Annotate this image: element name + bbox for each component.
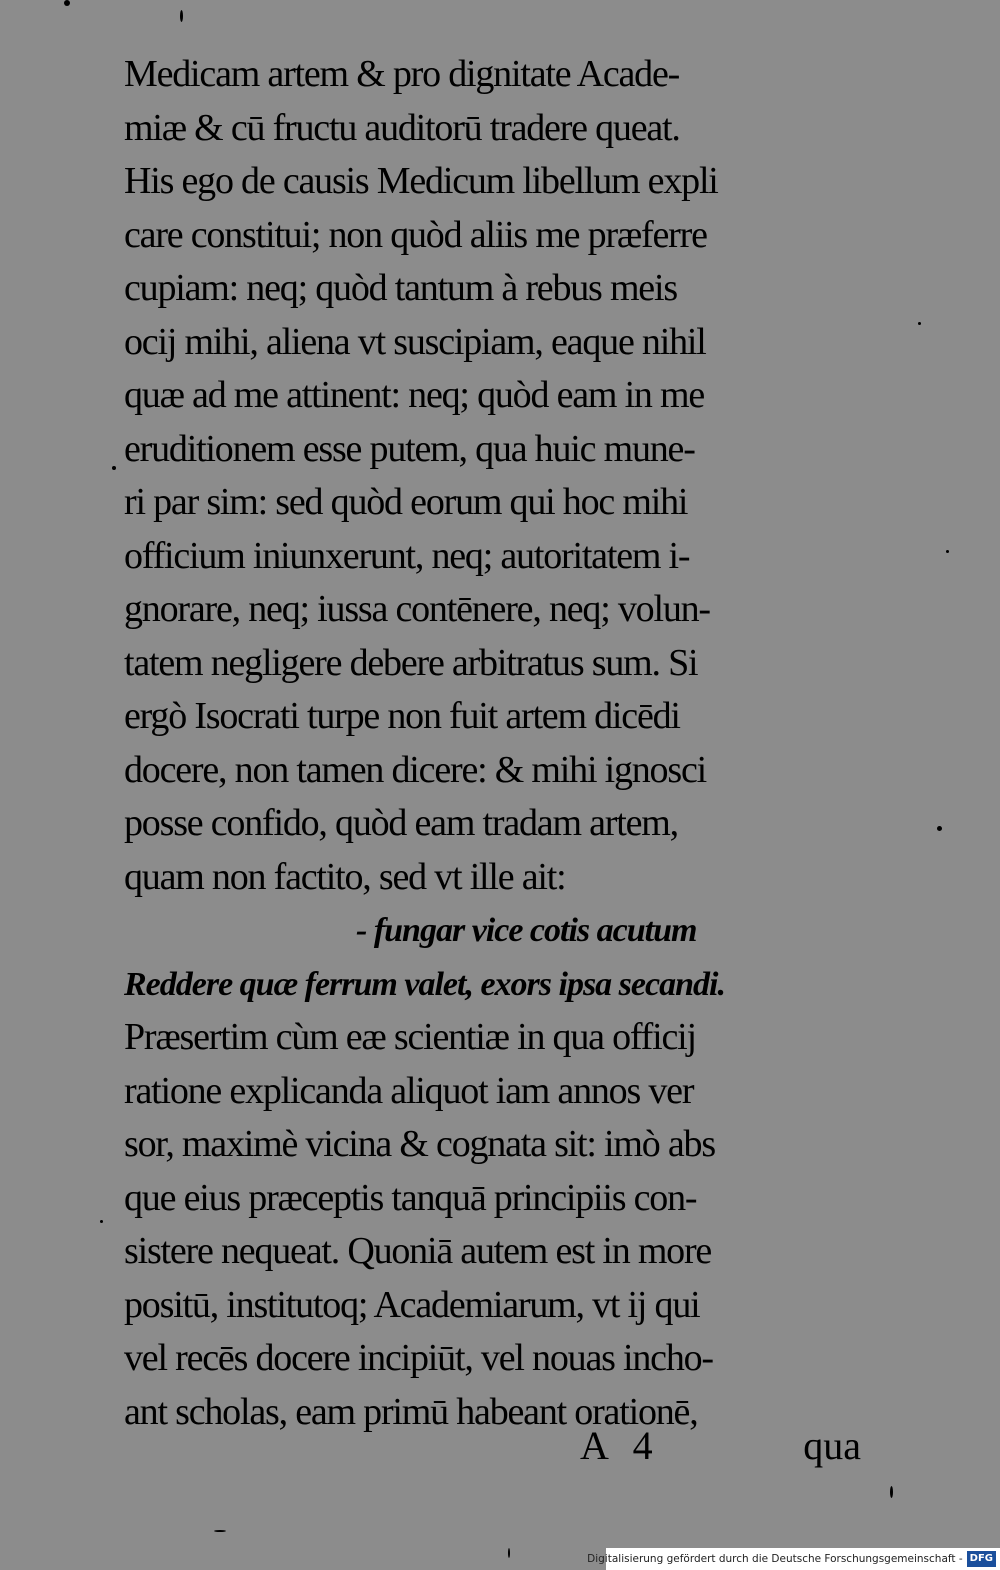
text-line: cupiam: neq; quòd tantum à rebus meis bbox=[124, 267, 677, 309]
text-line: miæ & cū fructu auditorū tradere queat. bbox=[124, 106, 680, 149]
text-line: Præsertim cùm eæ scientiæ in qua officij bbox=[124, 1016, 696, 1058]
scan-speck bbox=[918, 322, 921, 325]
text-line: His ego de causis Medicum libellum expli bbox=[124, 160, 718, 202]
catchword: qua bbox=[803, 1423, 861, 1468]
text-line: docere, non tamen dicere: & mihi ignosci bbox=[124, 748, 706, 791]
text-line: Medicam artem & pro dignitate Acade- bbox=[124, 53, 680, 95]
text-line: officium iniunxerunt, neq; autoritatem i- bbox=[124, 534, 690, 577]
credit-text: Digitalisierung gefördert durch die Deutsche Forschungsgemeinschaft - bbox=[587, 1553, 963, 1565]
scan-speck bbox=[890, 1486, 893, 1498]
text-line: que eius præceptis tanquā principiis con- bbox=[124, 1176, 697, 1219]
scan-speck bbox=[508, 1548, 510, 1558]
verse-line: Reddere quæ ferrum valet, exors ipsa secandi. bbox=[124, 965, 725, 1003]
digitization-credit bbox=[587, 1548, 1000, 1570]
scan-speck bbox=[180, 10, 183, 22]
scan-speck bbox=[946, 550, 949, 553]
verse-line: - fungar vice cotis acutum bbox=[356, 912, 697, 949]
scan-speck bbox=[64, 0, 70, 6]
text-line: gnorare, neq; iussa contēnere, neq; volun- bbox=[124, 588, 710, 630]
scan-speck bbox=[937, 826, 942, 831]
text-line: care constitui; non quòd aliis me præferre bbox=[124, 213, 707, 256]
text-line: ocij mihi, aliena vt suscipiam, eaque nihil bbox=[124, 320, 706, 363]
scan-speck bbox=[100, 1220, 103, 1223]
text-line: eruditionem esse putem, qua huic mune- bbox=[124, 427, 695, 470]
text-line: quæ ad me attinent: neq; quòd eam in me bbox=[124, 374, 705, 416]
dfg-logo-icon: DFG bbox=[967, 1551, 996, 1567]
text-line: tatem negligere debere arbitratus sum. Si bbox=[124, 641, 698, 684]
body-text bbox=[124, 48, 869, 1439]
text-line: sistere nequeat. Quoniā autem est in more bbox=[124, 1230, 712, 1272]
text-line: quam non factito, sed vt ille ait: bbox=[124, 855, 566, 898]
scan-speck bbox=[214, 1530, 226, 1532]
text-line: ergò Isocrati turpe non fuit artem dicēdi bbox=[124, 695, 680, 737]
text-line: ant scholas, eam primū habeant orationē, bbox=[124, 1390, 698, 1433]
page-footer bbox=[124, 1418, 869, 1478]
scan-speck bbox=[112, 466, 116, 470]
text-line: vel recēs docere incipiūt, vel nouas incho- bbox=[124, 1337, 713, 1379]
text-line: posse confido, quòd eam tradam artem, bbox=[124, 802, 678, 844]
text-line: ri par sim: sed quòd eorum qui hoc mihi bbox=[124, 481, 688, 523]
signature-mark: A 4 bbox=[580, 1423, 661, 1468]
text-line: sor, maximè vicina & cognata sit: imò abs bbox=[124, 1123, 715, 1165]
text-line: positū, institutoq; Academiarum, vt ij qui bbox=[124, 1283, 700, 1326]
text-line: ratione explicanda aliquot iam annos ver bbox=[124, 1069, 694, 1112]
